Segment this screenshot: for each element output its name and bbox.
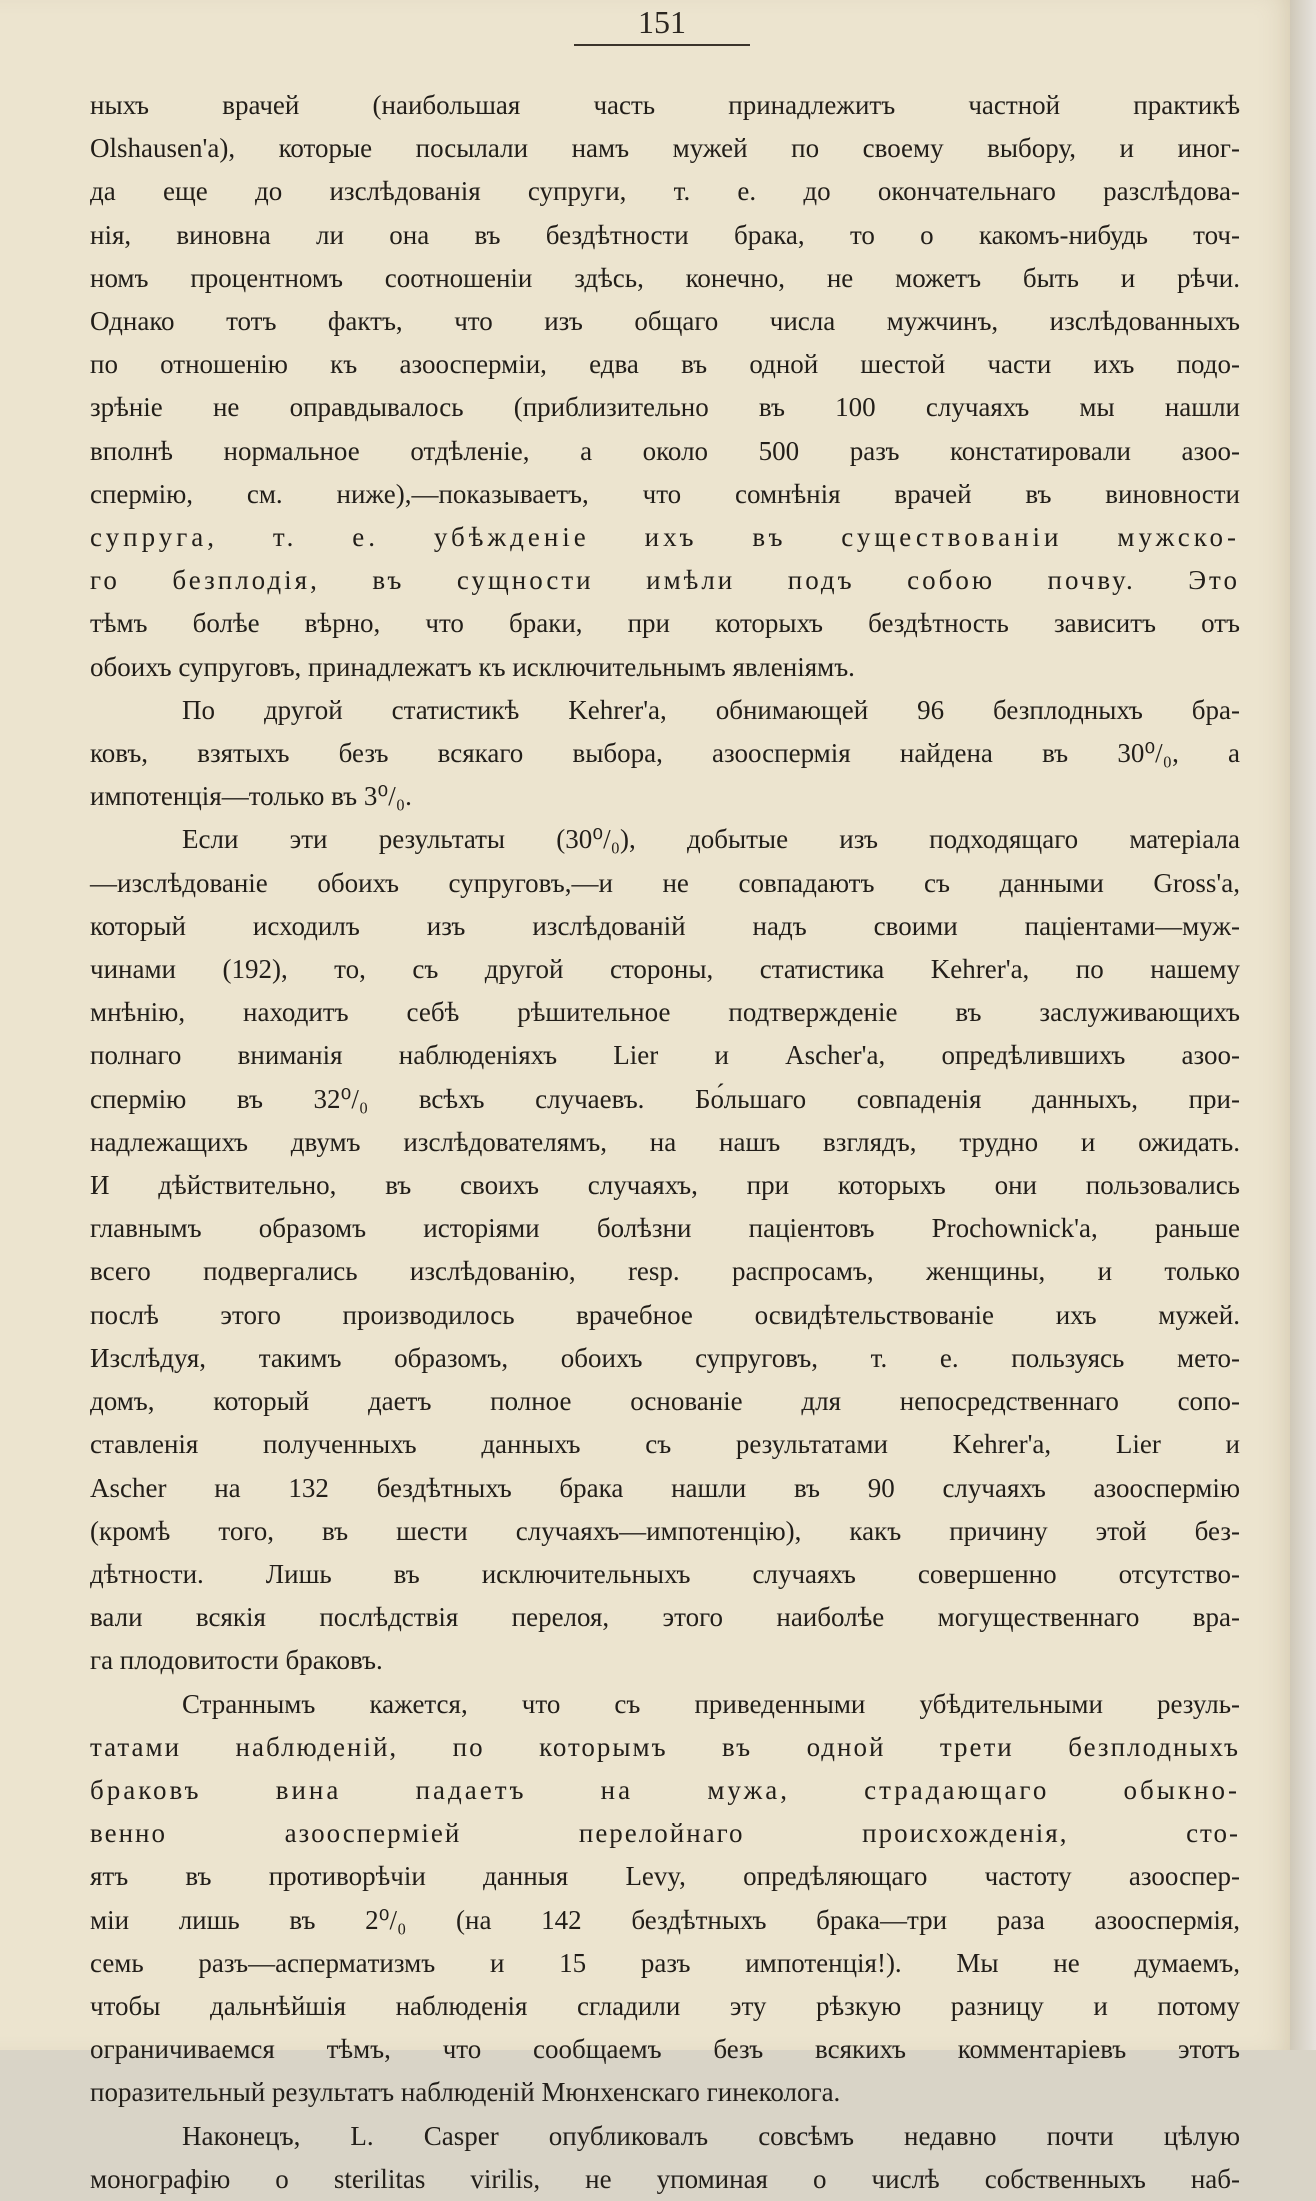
text-line: ограничиваемся тѣмъ, что сообщаемъ безъ всякихъ комментаріевъ этотъ	[90, 2034, 1240, 2065]
text-line: мнѣнію, находитъ себѣ рѣшительное подтвержденіе въ заслуживающихъ	[90, 997, 1240, 1028]
text-line: Страннымъ кажется, что съ приведенными убѣдительными резуль-	[182, 1688, 1240, 1719]
text-line: —изслѣдованіе обоихъ супруговъ,—и не совпадаютъ съ данными Gross'a,	[90, 867, 1240, 898]
text-line: Изслѣдуя, такимъ образомъ, обоихъ супруговъ, т. е. пользуясь мето-	[90, 1342, 1240, 1373]
text-line: чинами (192), то, съ другой стороны, статистика Kehrer'a, по нашему	[90, 954, 1240, 985]
text-line: Ascher на 132 бездѣтныхъ брака нашли въ 90 случаяхъ азооспермію	[90, 1472, 1240, 1503]
text-line: надлежащихъ двумъ изслѣдователямъ, на нашъ взглядъ, трудно и ожидать.	[90, 1126, 1240, 1157]
text-line: ятъ въ противорѣчіи данныя Levy, опредѣляющаго частоту азооспер-	[90, 1861, 1240, 1892]
text-line: номъ процентномъ соотношеніи здѣсь, конечно, не можетъ быть и рѣчи.	[90, 262, 1240, 293]
text-line: ставленія полученныхъ данныхъ съ результатами Kehrer'a, Lier и	[90, 1429, 1240, 1460]
text-line: дѣтности. Лишь въ исключительныхъ случаяхъ совершенно отсутство-	[90, 1558, 1240, 1589]
text-line: главнымъ образомъ исторіями болѣзни паціентовъ Prochownick'a, раньше	[90, 1213, 1240, 1244]
text-line: вали всякія послѣдствія перелоя, этого наиболѣе могущественнаго вра-	[90, 1602, 1240, 1633]
text-line: спермію въ 32⁰/₀ всѣхъ случаевъ. Бо́льшаго совпаденія данныхъ, при-	[90, 1083, 1240, 1114]
text-line: Если эти результаты (30⁰/₀), добытые изъ подходящаго матеріала	[182, 824, 1240, 855]
text-line: импотенція—только въ 3⁰/₀.	[90, 781, 412, 812]
page-number: 151	[638, 4, 686, 40]
text-line: татами наблюденій, по которымъ въ одной трети безплодныхъ	[90, 1731, 1240, 1762]
text-line: полнаго вниманія наблюденіяхъ Lier и Ascher'a, опредѣлившихъ азоо-	[90, 1040, 1240, 1071]
text-line: нія, виновна ли она въ бездѣтности брака, то о какомъ-нибудь точ-	[90, 219, 1240, 250]
text-line: монографію о sterilitas virilis, не упоминая о числѣ собственныхъ наб-	[90, 2163, 1240, 2194]
text-line: да еще до изслѣдованія супруги, т. е. до окончательнаго разслѣдова-	[90, 176, 1240, 207]
header-rule	[574, 44, 750, 46]
text-line: вполнѣ нормальное отдѣленіе, а около 500 разъ констатировали азоо-	[90, 435, 1240, 466]
text-line: И дѣйствительно, въ своихъ случаяхъ, при которыхъ они пользовались	[90, 1170, 1240, 1201]
text-line: Однако тотъ фактъ, что изъ общаго числа мужчинъ, изслѣдованныхъ	[90, 306, 1240, 337]
text-line: обоихъ супруговъ, принадлежатъ къ исключительнымъ явленіямъ.	[90, 651, 855, 682]
text-line: по отношенію къ азооспермiи, едва въ одной шестой части ихъ подо-	[90, 349, 1240, 380]
text-line: спермію, см. ниже),—показываетъ, что сомнѣнія врачей въ виновности	[90, 478, 1240, 509]
text-line: чтобы дальнѣйшія наблюденія сгладили эту рѣзкую разницу и потому	[90, 1990, 1240, 2021]
page-text	[90, 84, 1240, 2201]
page-edge	[1290, 0, 1316, 2050]
text-line: домъ, который даетъ полное основаніе для непосредственнаго сопо-	[90, 1386, 1240, 1417]
text-line: Наконецъ, L. Casper опубликовалъ совсѣмъ недавно почти цѣлую	[182, 2120, 1240, 2151]
text-line: супруга, т. е. убѣжденіе ихъ въ существованіи мужско-	[90, 522, 1240, 553]
text-line: который исходилъ изъ изслѣдованій надъ своими паціентами—муж-	[90, 910, 1240, 941]
text-line: всего подвергались изслѣдованію, resp. распросамъ, женщины, и только	[90, 1256, 1240, 1287]
text-line: га плодовитости браковъ.	[90, 1645, 383, 1676]
text-line: міи лишь въ 2⁰/₀ (на 142 бездѣтныхъ брака—три раза азооспермія,	[90, 1904, 1240, 1935]
text-line: ковъ, взятыхъ безъ всякаго выбора, азооспермія найдена въ 30⁰/₀, а	[90, 738, 1240, 769]
text-line: послѣ этого производилось врачебное освидѣтельствованіе ихъ мужей.	[90, 1299, 1240, 1330]
text-line: го безплодія, въ сущности имѣли подъ собою почву. Это	[90, 565, 1240, 596]
text-line: По другой статистикѣ Kehrer'a, обнимающей 96 безплодныхъ бра-	[182, 694, 1240, 725]
text-line: тѣмъ болѣе вѣрно, что браки, при которыхъ бездѣтность зависитъ отъ	[90, 608, 1240, 639]
text-line: поразительный результатъ наблюденій Мюнхенскаго гинеколога.	[90, 2077, 841, 2108]
text-line: зрѣніе не оправдывалось (приблизительно въ 100 случаяхъ мы нашли	[90, 392, 1240, 423]
text-line: венно азооспермiей перелойнаго происхожденія, сто-	[90, 1818, 1240, 1849]
text-line: семь разъ—аспермaтизмъ и 15 разъ импотенція!). Мы не думаемъ,	[90, 1947, 1240, 1978]
text-line: Olshausen'a), которые посылали намъ мужей по своему выбору, и иног-	[90, 133, 1240, 164]
text-line: ныхъ врачей (наибольшая часть принадлежитъ частной практикѣ	[90, 90, 1240, 120]
text-line: (кромѣ того, въ шести случаяхъ—импотенцію), какъ причину этой без-	[90, 1515, 1240, 1546]
text-line: браковъ вина падаетъ на мужа, страдающаго обыкно-	[90, 1774, 1240, 1805]
